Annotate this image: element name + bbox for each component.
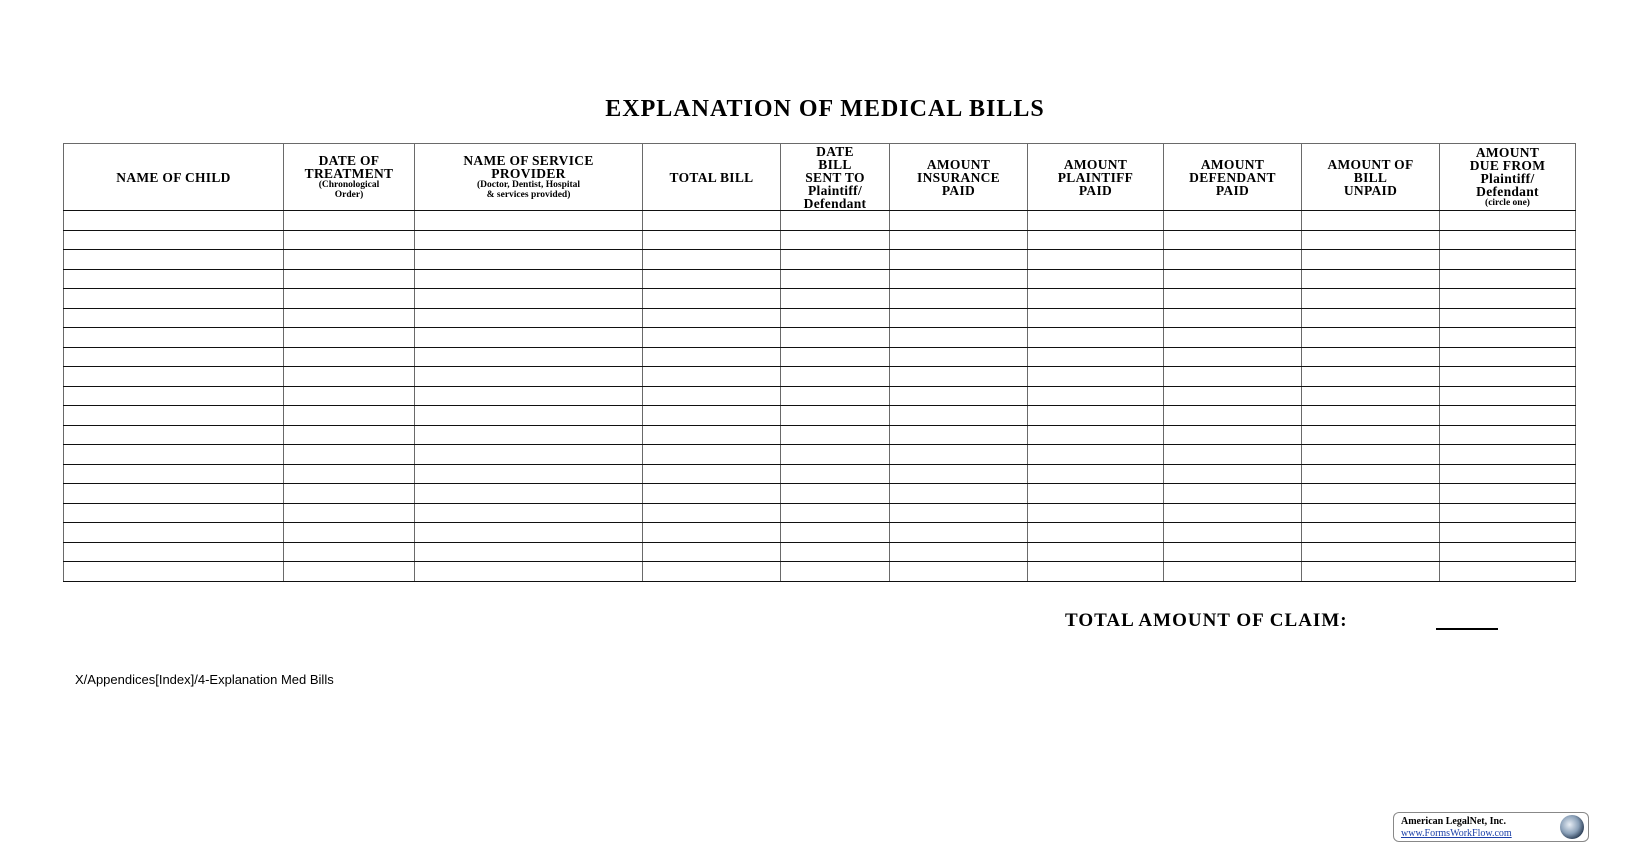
column-header-note: (circle one) <box>1485 198 1530 208</box>
table-cell[interactable] <box>415 367 643 387</box>
column-header-text: AMOUNT <box>1063 156 1128 172</box>
table-cell[interactable] <box>1028 230 1164 250</box>
table-row <box>64 250 1576 270</box>
table-cell[interactable] <box>415 503 643 523</box>
table-cell[interactable] <box>1440 523 1576 543</box>
column-header-text: Plaintiff/ <box>808 182 862 198</box>
table-cell[interactable] <box>284 289 415 309</box>
table-cell[interactable] <box>415 425 643 445</box>
table-row <box>64 308 1576 328</box>
table-cell[interactable] <box>1302 289 1440 309</box>
table-cell[interactable] <box>643 367 781 387</box>
table-cell[interactable] <box>64 562 284 582</box>
table-cell[interactable] <box>1440 445 1576 465</box>
table-cell[interactable] <box>284 269 415 289</box>
table-cell[interactable] <box>284 386 415 406</box>
table-cell[interactable] <box>284 367 415 387</box>
table-cell[interactable] <box>1440 211 1576 231</box>
table-cell[interactable] <box>1164 230 1302 250</box>
table-cell[interactable] <box>1028 523 1164 543</box>
table-cell[interactable] <box>64 542 284 562</box>
table-cell[interactable] <box>1164 269 1302 289</box>
table-cell[interactable] <box>1164 386 1302 406</box>
logo-website-link[interactable]: www.FormsWorkFlow.com <box>1401 828 1512 839</box>
column-header-text: DUE FROM <box>1469 158 1546 173</box>
table-cell[interactable] <box>1164 464 1302 484</box>
table-cell[interactable] <box>1028 542 1164 562</box>
table-cell[interactable] <box>64 464 284 484</box>
table-cell[interactable] <box>643 289 781 309</box>
table-cell[interactable] <box>1164 289 1302 309</box>
table-cell[interactable] <box>284 250 415 270</box>
table-cell[interactable] <box>415 250 643 270</box>
logo-company-name: American LegalNet, Inc. <box>1401 816 1506 827</box>
table-row <box>64 445 1576 465</box>
table-cell[interactable] <box>1440 425 1576 445</box>
table-cell[interactable] <box>643 484 781 504</box>
table-cell[interactable] <box>64 445 284 465</box>
table-cell[interactable] <box>1302 503 1440 523</box>
table-cell[interactable] <box>1302 484 1440 504</box>
table-cell[interactable] <box>284 308 415 328</box>
table-row <box>64 367 1576 387</box>
table-cell[interactable] <box>415 464 643 484</box>
table-cell[interactable] <box>890 269 1028 289</box>
globe-icon <box>1560 815 1584 839</box>
table-cell[interactable] <box>890 425 1028 445</box>
table-row <box>64 464 1576 484</box>
table-cell[interactable] <box>1028 347 1164 367</box>
table-cell[interactable] <box>643 308 781 328</box>
table-cell[interactable] <box>1440 406 1576 426</box>
column-header-note: (Doctor, Dentist, Hospital <box>476 180 581 190</box>
column-header <box>1302 144 1440 211</box>
table-cell[interactable] <box>643 211 781 231</box>
table-cell[interactable] <box>890 445 1028 465</box>
table-cell[interactable] <box>1028 211 1164 231</box>
table-cell[interactable] <box>890 289 1028 309</box>
column-header-text: Defendant <box>1476 184 1539 199</box>
table-cell[interactable] <box>284 211 415 231</box>
table-cell[interactable] <box>781 406 890 426</box>
column-header-text: PAID <box>1215 182 1250 198</box>
table-cell[interactable] <box>284 542 415 562</box>
table-cell[interactable] <box>64 503 284 523</box>
table-cell[interactable] <box>890 542 1028 562</box>
table-cell[interactable] <box>1440 328 1576 348</box>
column-header-text: Defendant <box>803 195 867 211</box>
table-cell[interactable] <box>781 523 890 543</box>
table-cell[interactable] <box>1028 484 1164 504</box>
table-cell[interactable] <box>1440 250 1576 270</box>
table-cell[interactable] <box>1440 308 1576 328</box>
table-cell[interactable] <box>1164 211 1302 231</box>
column-header <box>890 144 1028 211</box>
column-header-text: PAID <box>941 182 976 198</box>
table-cell[interactable] <box>781 367 890 387</box>
column-header <box>1440 144 1576 211</box>
column-header <box>1028 144 1164 211</box>
table-cell[interactable] <box>1028 328 1164 348</box>
column-header-text: PAID <box>1078 182 1113 198</box>
table-cell[interactable] <box>284 484 415 504</box>
table-cell[interactable] <box>643 386 781 406</box>
column-header-text: TOTAL BILL <box>669 169 754 185</box>
table-cell[interactable] <box>643 328 781 348</box>
table-cell[interactable] <box>1164 406 1302 426</box>
table-cell[interactable] <box>1302 250 1440 270</box>
table-cell[interactable] <box>890 406 1028 426</box>
table-cell[interactable] <box>781 484 890 504</box>
column-header <box>415 144 643 211</box>
table-cell[interactable] <box>1302 464 1440 484</box>
column-header <box>64 144 284 211</box>
table-cell[interactable] <box>1440 386 1576 406</box>
table-cell[interactable] <box>1440 347 1576 367</box>
table-cell[interactable] <box>781 211 890 231</box>
table-cell[interactable] <box>781 347 890 367</box>
column-header <box>643 144 781 211</box>
table-cell[interactable] <box>415 308 643 328</box>
column-header-text: AMOUNT OF <box>1327 156 1414 172</box>
column-header-text: BILL <box>1353 169 1388 185</box>
table-cell[interactable] <box>284 347 415 367</box>
column-header-text: PROVIDER <box>491 166 566 181</box>
table-row <box>64 269 1576 289</box>
table-cell[interactable] <box>890 308 1028 328</box>
footer-file-path: X/Appendices[Index]/4-Explanation Med Bills <box>75 672 334 687</box>
table-row <box>64 289 1576 309</box>
table-row <box>64 230 1576 250</box>
table-cell[interactable] <box>781 386 890 406</box>
table-cell[interactable] <box>781 269 890 289</box>
table-cell[interactable] <box>643 230 781 250</box>
table-cell[interactable] <box>64 328 284 348</box>
table-cell[interactable] <box>1164 328 1302 348</box>
table-cell[interactable] <box>64 386 284 406</box>
table-cell[interactable] <box>781 328 890 348</box>
table-cell[interactable] <box>1302 308 1440 328</box>
table-cell[interactable] <box>781 464 890 484</box>
table-cell[interactable] <box>284 425 415 445</box>
table-cell[interactable] <box>1302 269 1440 289</box>
table-cell[interactable] <box>1164 445 1302 465</box>
table-cell[interactable] <box>1164 250 1302 270</box>
table-cell[interactable] <box>64 269 284 289</box>
table-cell[interactable] <box>1164 562 1302 582</box>
table-cell[interactable] <box>890 386 1028 406</box>
table-cell[interactable] <box>1164 367 1302 387</box>
table-cell[interactable] <box>64 250 284 270</box>
column-header-text: Plaintiff/ <box>1480 171 1535 186</box>
table-cell[interactable] <box>1302 211 1440 231</box>
table-row <box>64 542 1576 562</box>
table-cell[interactable] <box>1028 425 1164 445</box>
table-cell[interactable] <box>1440 542 1576 562</box>
table-cell[interactable] <box>890 230 1028 250</box>
table-cell[interactable] <box>781 250 890 270</box>
table-cell[interactable] <box>890 523 1028 543</box>
table-cell[interactable] <box>415 445 643 465</box>
table-cell[interactable] <box>284 230 415 250</box>
column-header-text: UNPAID <box>1343 182 1398 198</box>
table-row <box>64 328 1576 348</box>
total-amount-label: TOTAL AMOUNT OF CLAIM: <box>1065 610 1348 631</box>
table-cell[interactable] <box>643 269 781 289</box>
column-header-text: BILL <box>818 156 852 172</box>
table-cell[interactable] <box>284 523 415 543</box>
table-cell[interactable] <box>1302 386 1440 406</box>
table-cell[interactable] <box>890 328 1028 348</box>
table-cell[interactable] <box>781 289 890 309</box>
table-cell[interactable] <box>1028 367 1164 387</box>
column-header-note: Order) <box>334 190 364 200</box>
column-header-text: NAME OF SERVICE <box>463 153 594 168</box>
table-cell[interactable] <box>643 464 781 484</box>
column-header-note: (Chronological <box>318 180 380 190</box>
table-cell[interactable] <box>64 484 284 504</box>
column-header-text: INSURANCE <box>917 169 1000 185</box>
table-cell[interactable] <box>284 503 415 523</box>
table-cell[interactable] <box>64 289 284 309</box>
table-cell[interactable] <box>890 503 1028 523</box>
table-cell[interactable] <box>1028 386 1164 406</box>
table-cell[interactable] <box>1028 308 1164 328</box>
column-header <box>1164 144 1302 211</box>
table-row <box>64 386 1576 406</box>
table-cell[interactable] <box>415 406 643 426</box>
table-cell[interactable] <box>643 523 781 543</box>
table-cell[interactable] <box>781 308 890 328</box>
medical-bills-table <box>63 143 1576 582</box>
table-cell[interactable] <box>64 308 284 328</box>
table-cell[interactable] <box>643 445 781 465</box>
table-cell[interactable] <box>890 211 1028 231</box>
table-cell[interactable] <box>284 328 415 348</box>
table-cell[interactable] <box>643 503 781 523</box>
table-cell[interactable] <box>1440 289 1576 309</box>
column-header-text: AMOUNT <box>1200 156 1265 172</box>
column-header <box>284 144 415 211</box>
table-cell[interactable] <box>284 445 415 465</box>
table-cell[interactable] <box>1440 562 1576 582</box>
table-cell[interactable] <box>1028 464 1164 484</box>
column-header-text: SENT TO <box>805 169 865 185</box>
column-header-note: & services provided) <box>486 190 571 200</box>
table-cell[interactable] <box>415 542 643 562</box>
table-cell[interactable] <box>1440 367 1576 387</box>
table-cell[interactable] <box>1028 269 1164 289</box>
table-cell[interactable] <box>415 289 643 309</box>
table-cell[interactable] <box>1028 562 1164 582</box>
table-cell[interactable] <box>1302 542 1440 562</box>
table-cell[interactable] <box>1164 523 1302 543</box>
column-header-text: AMOUNT <box>1475 145 1540 160</box>
table-row <box>64 503 1576 523</box>
table-cell[interactable] <box>1164 425 1302 445</box>
table-cell[interactable] <box>1028 503 1164 523</box>
table-row <box>64 425 1576 445</box>
column-header-text: DATE OF <box>318 153 380 168</box>
total-amount-field[interactable] <box>1436 628 1498 630</box>
table-cell[interactable] <box>643 425 781 445</box>
table-cell[interactable] <box>1302 562 1440 582</box>
column-header <box>781 144 890 211</box>
column-header-text: PLAINTIFF <box>1057 169 1134 185</box>
table-cell[interactable] <box>643 406 781 426</box>
table-cell[interactable] <box>781 542 890 562</box>
table-cell[interactable] <box>781 503 890 523</box>
table-cell[interactable] <box>64 367 284 387</box>
table-cell[interactable] <box>1440 464 1576 484</box>
table-cell[interactable] <box>781 425 890 445</box>
table-cell[interactable] <box>890 250 1028 270</box>
table-cell[interactable] <box>64 347 284 367</box>
column-header-text: NAME OF CHILD <box>116 169 231 185</box>
table-header-row <box>64 144 1576 211</box>
table-cell[interactable] <box>890 464 1028 484</box>
table-row <box>64 406 1576 426</box>
table-cell[interactable] <box>1164 484 1302 504</box>
table-cell[interactable] <box>415 484 643 504</box>
table-cell[interactable] <box>415 386 643 406</box>
table-cell[interactable] <box>1440 503 1576 523</box>
table-cell[interactable] <box>1028 445 1164 465</box>
table-cell[interactable] <box>415 562 643 582</box>
table-cell[interactable] <box>415 230 643 250</box>
table-cell[interactable] <box>415 328 643 348</box>
table-cell[interactable] <box>64 211 284 231</box>
table-cell[interactable] <box>1302 523 1440 543</box>
table-row <box>64 523 1576 543</box>
table-cell[interactable] <box>1302 445 1440 465</box>
table-cell[interactable] <box>1028 250 1164 270</box>
publisher-logo <box>1393 812 1589 842</box>
table-cell[interactable] <box>1164 542 1302 562</box>
column-header-text: DATE <box>816 143 854 159</box>
table-row <box>64 484 1576 504</box>
table-row <box>64 347 1576 367</box>
table-cell[interactable] <box>1302 425 1440 445</box>
table-cell[interactable] <box>415 211 643 231</box>
table-cell[interactable] <box>1164 347 1302 367</box>
table-cell[interactable] <box>1302 230 1440 250</box>
table-cell[interactable] <box>64 406 284 426</box>
table-cell[interactable] <box>890 484 1028 504</box>
table-cell[interactable] <box>1164 503 1302 523</box>
table-cell[interactable] <box>64 523 284 543</box>
table-cell[interactable] <box>890 367 1028 387</box>
table-cell[interactable] <box>64 425 284 445</box>
table-cell[interactable] <box>415 523 643 543</box>
table-cell[interactable] <box>1440 484 1576 504</box>
table-row <box>64 562 1576 582</box>
table-cell[interactable] <box>1302 328 1440 348</box>
table-cell[interactable] <box>284 562 415 582</box>
table-cell[interactable] <box>643 347 781 367</box>
column-header-text: AMOUNT <box>926 156 991 172</box>
table-cell[interactable] <box>1302 406 1440 426</box>
table-cell[interactable] <box>781 445 890 465</box>
table-cell[interactable] <box>781 562 890 582</box>
table-cell[interactable] <box>643 250 781 270</box>
table-cell[interactable] <box>1164 308 1302 328</box>
table-cell[interactable] <box>781 230 890 250</box>
table-cell[interactable] <box>1440 269 1576 289</box>
table-cell[interactable] <box>1028 406 1164 426</box>
table-row <box>64 211 1576 231</box>
table-cell[interactable] <box>890 562 1028 582</box>
table-cell[interactable] <box>64 230 284 250</box>
table-cell[interactable] <box>1440 230 1576 250</box>
table-cell[interactable] <box>1302 367 1440 387</box>
table-cell[interactable] <box>284 406 415 426</box>
column-header-text: DEFENDANT <box>1189 169 1276 185</box>
page-title: EXPLANATION OF MEDICAL BILLS <box>605 96 1045 122</box>
table-cell[interactable] <box>1302 347 1440 367</box>
table-cell[interactable] <box>890 347 1028 367</box>
column-header-text: TREATMENT <box>304 166 394 181</box>
table-cell[interactable] <box>415 347 643 367</box>
table-cell[interactable] <box>643 562 781 582</box>
table-cell[interactable] <box>1028 289 1164 309</box>
table-cell[interactable] <box>284 464 415 484</box>
table-cell[interactable] <box>643 542 781 562</box>
table-cell[interactable] <box>415 269 643 289</box>
